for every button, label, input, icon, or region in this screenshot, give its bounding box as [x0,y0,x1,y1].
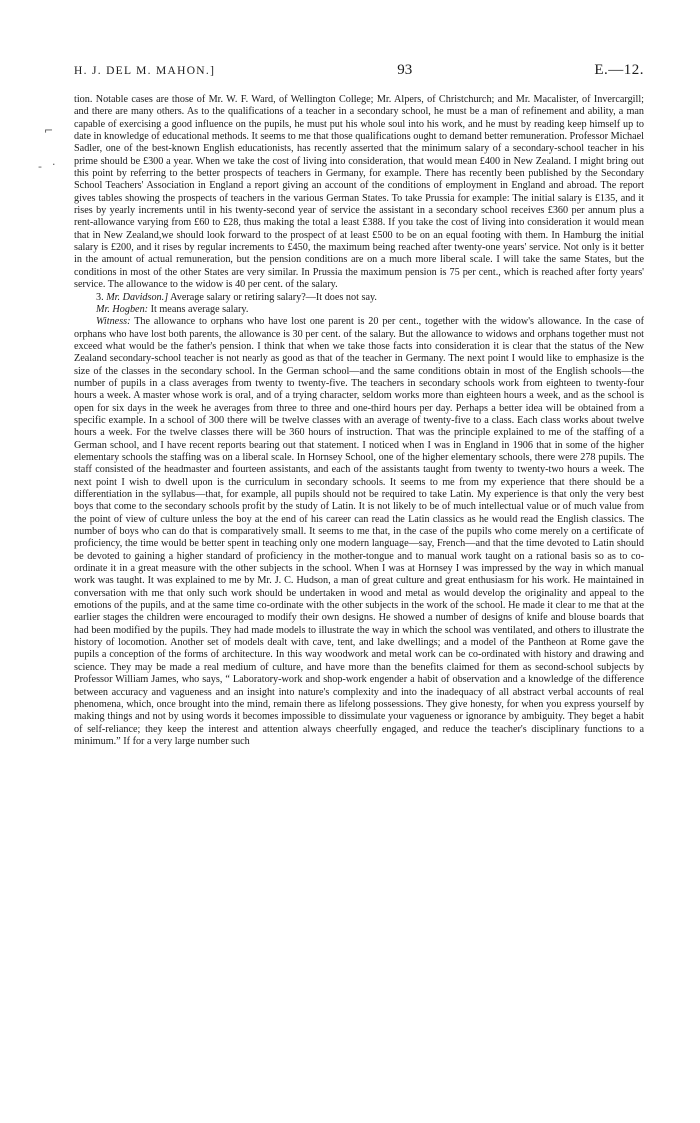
margin-mark: ⌐ [44,124,54,137]
paragraph-text: Average salary or retiring salary?—It does not say. [170,291,377,303]
speaker-name: Mr. Hogben: [96,303,149,315]
header-author: H. J. DEL M. MAHON.] [74,65,216,77]
document-body [74,94,644,748]
paragraph-text: It means average salary. [150,303,249,315]
margin-mark: - [38,160,42,173]
paragraph [74,316,644,748]
paragraph [74,94,644,292]
page-header [74,62,644,88]
speaker-name: Witness: [96,316,131,328]
paragraph [74,292,644,304]
page-number: 93 [397,62,413,78]
speaker-name: Mr. Davidson.] [106,291,169,303]
document-reference: E.—12. [594,62,644,78]
paragraph [74,304,644,316]
margin-mark: · [52,158,56,171]
paragraph-text: The allowance to orphans who have lost one parent is 20 per cent., together with the widow's allowance. In the case of orphans who have lost both parents, the allowance is 30 per cent. of the salary. But the allowance to widows and orphans together must not exceed what would be the father's pension. I think that when we take those facts into consideration it is clear that the status of the New Zealand secondary-school teacher is not nearly as good as that of the teacher in Germany. The next point I would like to emphasize is the size of the classes in the secondary school. In the German school—and the same conditions obtain in most of the English schools—the number of pupils in a class averages from twenty to twenty-five. The teachers in secondary schools work from eighteen to twenty-four hours a week. A master whose work is oral, and of a trying character, seldom works more than eighteen hours a week, and as the school is open for six days in the week he averages from three to three and one-third hours per day. Perhaps a better idea will be obtained from a specific example. In a school of 300 there will be twelve classes with an average of twenty-five to a class. Each class works about twelve hours a week. For the twelve classes there will be 360 hours of instruction. That was the principle explained to me of the staffing of a German school, and I have recent reports bearing out that statement. I noticed when I was in England in 1906 that in some of the higher elementary schools the staffing was on a liberal scale. In Hornsey School, one of the higher elementary schools, there were 278 pupils. The staff consisted of the headmaster and fourteen assistants, and each of the assistants taught from twenty to twenty-two hours a week. The next point I wish to dwell upon is the curriculum in secondary schools. It seems to me from my experience that there should be a differentiation in the syllabus—that, for example, all pupils should not be required to take Latin. My experience is that only the very best boys that come to the secondary schools profit by the study of Latin. It is not likely to be of much intellectual value or of much value from the point of view of culture unless the boy at the end of his career can read the Latin classics as he would read the English classics. The number of boys who can do that is comparatively small. It seems to me that, in the case of the pupils who come merely on a certificate of proficiency, the time would be better spent in teaching only one modern language—say, French—and that the time devoted to Latin should be devoted to gaining a higher standard of proficiency in the mother-tongue and to manual work taught on a rational basis so as to co-ordinate it in a great measure with the other subjects in the school. When I was at Hornsey I was impressed by the way in which manual work was taught. It was explained to me by Mr. J. C. Hudson, a man of great culture and great enthusiasm for his work. He maintained in conversation with me that only such work should be undertaken in wood and metal as would develop the originality and appeal to the emotions of the pupils, and at the same time co-ordinate with the other subjects in the work of the school. He made it clear to me that at the earlier stages the children were encouraged to modify their own designs. He showed a number of designs of knife and blouse boards that had been modified by the pupils. They had made models to illustrate the way in which the school was ventilated, and others to illustrate the history of locomotion. Another set of models dealt with cave, tent, and lake dwellings; and a model of the Pantheon at Rome gave the pupils a conception of the forms of architecture. In this way woodwork and metal work can be co-ordinated with history and drawing and science. They may be made a real medium of culture, and have more than the benefits claimed for them as second-school subjects by Professor William James, who says, “ Laboratory-work and shop-work engender a habit of observation and a knowledge of the difference between accuracy and vagueness and an insight into nature's complexity and into the inadequacy of all abstract verbal accounts of real phenomena, which, once brought into the mind, remain there as lifelong possessions. They give honesty, for when you express yourself by making things and not by using words it becomes impossible to dissimulate your vagueness or ignorance by ambiguity. They beget a habit of self-reliance; they keep the interest and attention always cheerfully engaged, and reduce the teacher's disciplinary functions to a minimum.” If for a very large number such [74,316,644,747]
question-number: 3. [96,291,104,303]
paragraph-text: tion. Notable cases are those of Mr. W. F. Ward, of Wellington College; Mr. Alpers, of Christchurch; and Mr. Macalister, of Invercargill; and there are many others. As to the qualifications of a teacher in a secondary school, he must be a man of refinement and ability, a man capable of exercising a good influence on the pupils, he must put his whole soul into his work, and he must by reading keep himself up to date in knowledge of educational methods. It seems to me that those qualifications ought to demand better remuneration. Professor Michael Sadler, one of the best-known English educationists, has recently asserted that the minimum salary of a secondary-school teacher in his prime should be £300 a year. When we take the cost of living into consideration, that would mean £400 in New Zealand. I might bring out this point by referring to the better prospects of teachers in Germany, for example. There has recently been published by the Secondary School Teachers' Association in England a report giving an account of the conditions of employment in England and abroad. The report gives tables showing the prospects of teachers in the various German States. To take Prussia for example: The initial salary is £135, and it rises by yearly increments until in his twenty-second year of service the assistant in a secondary school receives £360 per annum plus a rent-allowance varying from £60 to £28, thus making the total a least £388. If you take the cost of living into consideration it would mean that in New Zealand,we should look forward to the prospect of at least £500 to be on an equal footing with them. In Hamburg the initial salary is £200, and it rises by regular increments to £450, the maximum being reached after twenty-one years' service. Not only is it better in the amount of actual remuneration, but the pension conditions are on a much more liberal scale. I will take the same States, but the conditions in most of the other States are very similar. In Prussia the maximum pension is 75 per cent., which is reached after forty years' service. The allowance to the widow is 40 per cent. of the salary. [74,94,644,291]
